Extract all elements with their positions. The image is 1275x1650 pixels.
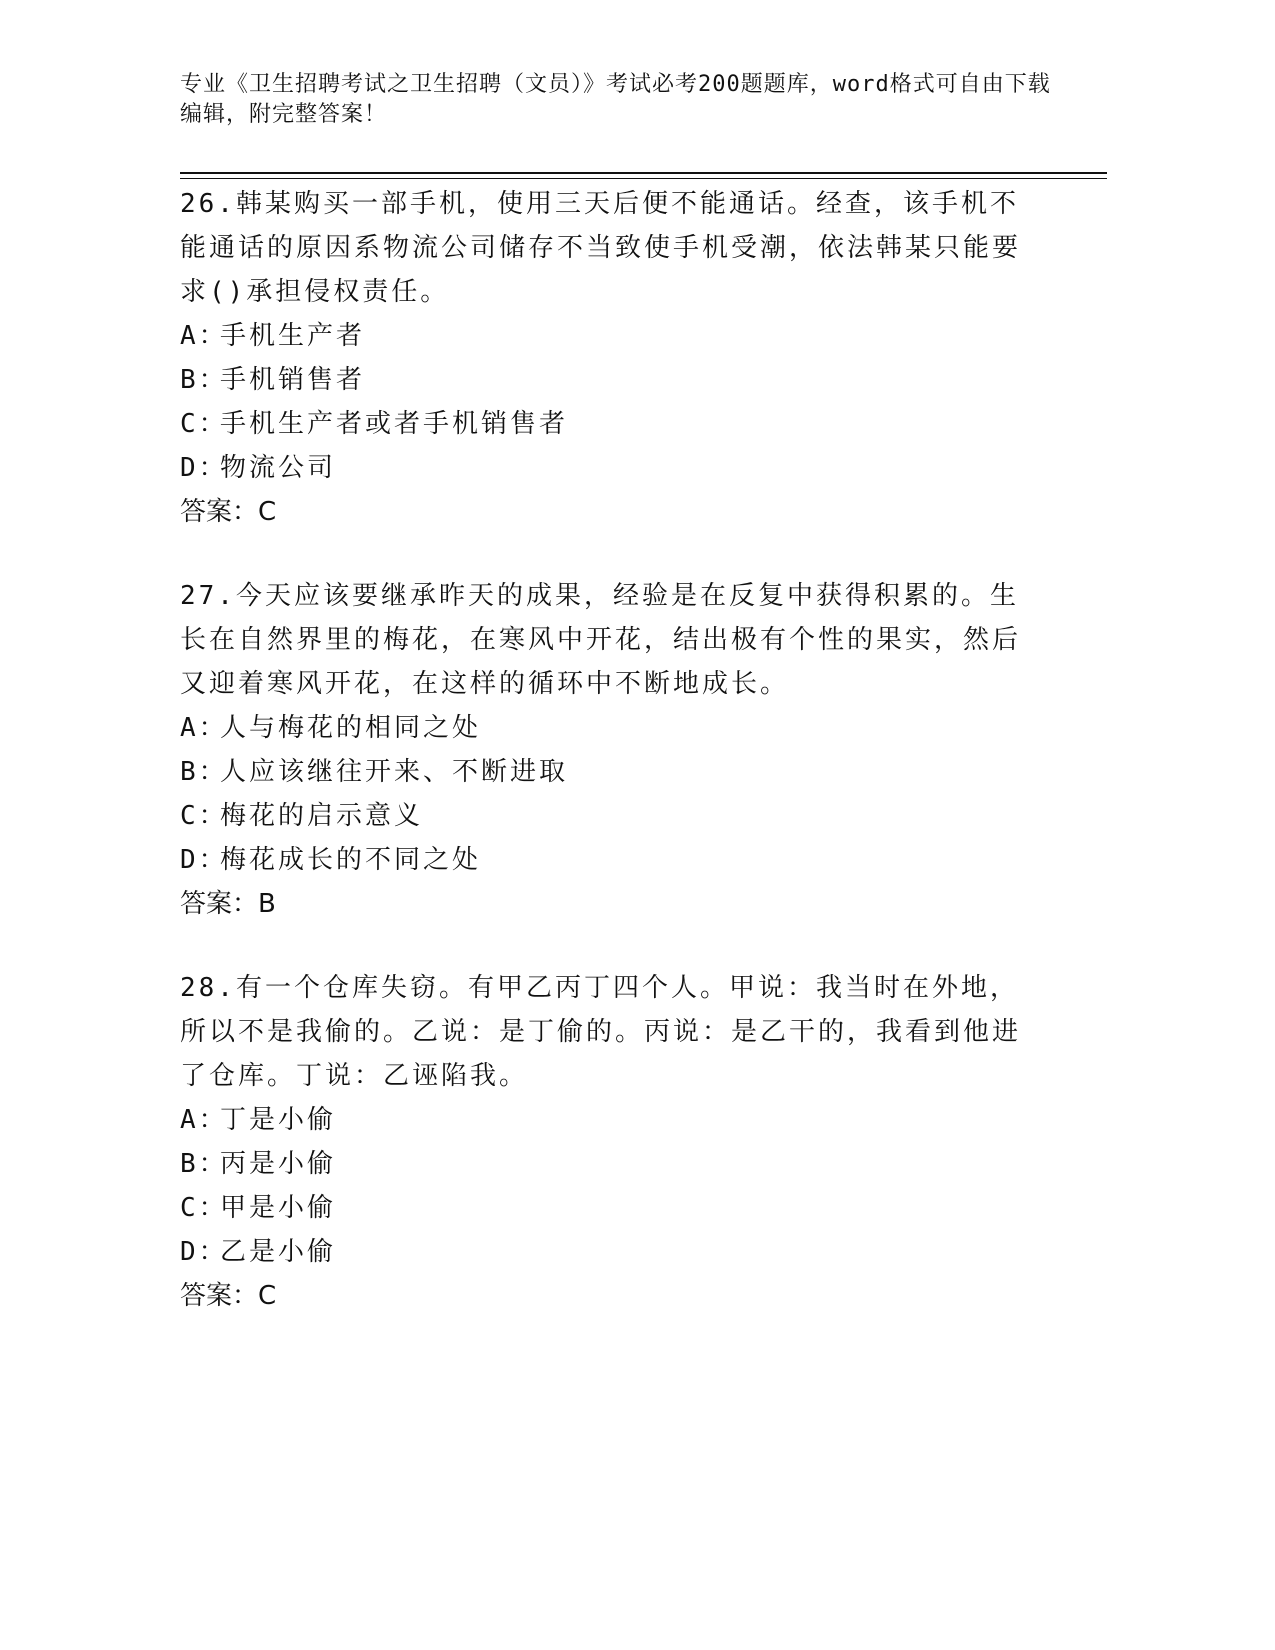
option-text: 人应该继往开来、不断进取 — [220, 757, 569, 787]
question-stem: 27.今天应该要继承昨天的成果，经验是在反复中获得积累的。生长在自然界里的梅花，在寒风中开花，结出极有个性的果实，然后又迎着寒风开花，在这样的循环中不断地成长。 — [180, 581, 1022, 699]
option-text: 丙是小偷 — [220, 1149, 337, 1179]
option-text: 物流公司 — [220, 453, 337, 483]
option-letter: C： — [180, 801, 228, 831]
option-c — [180, 402, 1040, 446]
option-text: 丁是小偷 — [220, 1105, 337, 1135]
answer-line: 答案：C — [180, 1281, 277, 1311]
option-b — [180, 750, 1040, 794]
question-27 — [180, 574, 1040, 926]
option-letter: A： — [180, 1105, 228, 1135]
option-letter: B： — [180, 1149, 228, 1179]
header-divider-thick — [180, 172, 1107, 174]
answer-line: 答案：B — [180, 889, 276, 919]
option-text: 乙是小偷 — [220, 1237, 337, 1267]
option-letter: C： — [180, 1193, 228, 1223]
option-letter: D： — [180, 845, 228, 875]
option-letter: D： — [180, 1237, 228, 1267]
option-text: 手机销售者 — [220, 365, 366, 395]
question-stem: 26.韩某购买一部手机，使用三天后便不能通话。经查，该手机不能通话的原因系物流公司储存不当致使手机受潮，依法韩某只能要求()承担侵权责任。 — [180, 189, 1022, 307]
option-b — [180, 358, 1040, 402]
option-letter: D： — [180, 453, 228, 483]
question-28 — [180, 966, 1040, 1318]
document-header: 专业《卫生招聘考试之卫生招聘（文员）》考试必考200题题库，word格式可自由下载编辑，附完整答案！ — [180, 72, 1051, 127]
option-a — [180, 706, 1040, 750]
option-a — [180, 1098, 1040, 1142]
option-text: 梅花成长的不同之处 — [220, 845, 482, 875]
option-c — [180, 794, 1040, 838]
option-d — [180, 838, 1040, 882]
question-26 — [180, 182, 1040, 534]
question-stem: 28.有一个仓库失窃。有甲乙丙丁四个人。甲说：我当时在外地，所以不是我偷的。乙说：是丁偷的。丙说：是乙干的，我看到他进了仓库。丁说：乙诬陷我。 — [180, 973, 1022, 1091]
option-d — [180, 446, 1040, 490]
option-letter: B： — [180, 365, 228, 395]
header-divider-thin — [180, 178, 1107, 179]
option-text: 手机生产者或者手机销售者 — [220, 409, 569, 439]
option-b — [180, 1142, 1040, 1186]
option-text: 甲是小偷 — [220, 1193, 337, 1223]
answer-line: 答案：C — [180, 497, 277, 527]
option-a — [180, 314, 1040, 358]
option-text: 人与梅花的相同之处 — [220, 713, 482, 743]
option-text: 梅花的启示意义 — [220, 801, 424, 831]
option-letter: A： — [180, 321, 228, 351]
option-c — [180, 1186, 1040, 1230]
option-letter: C： — [180, 409, 228, 439]
option-letter: A： — [180, 713, 228, 743]
option-letter: B： — [180, 757, 228, 787]
option-text: 手机生产者 — [220, 321, 366, 351]
option-d — [180, 1230, 1040, 1274]
